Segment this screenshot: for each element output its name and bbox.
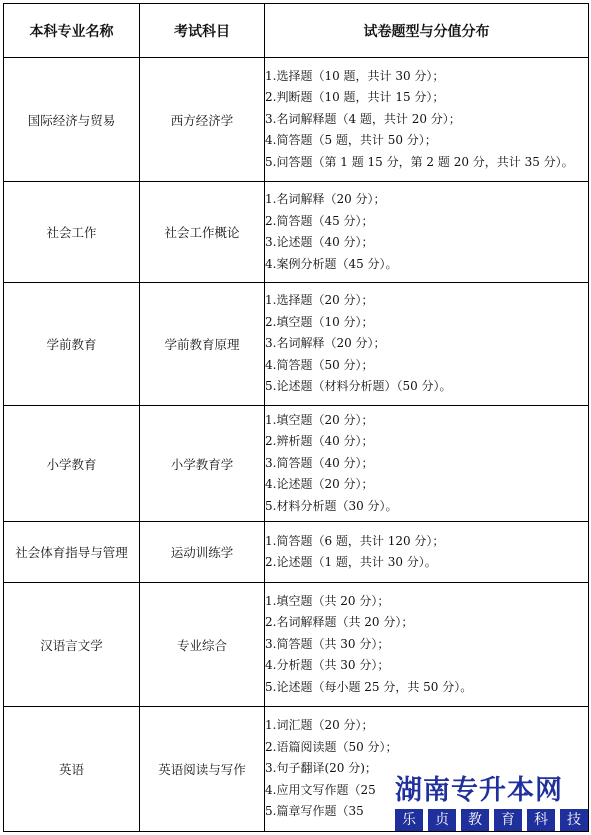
watermark-char: 贞 — [428, 809, 456, 831]
table-row — [4, 406, 589, 522]
table-row — [4, 58, 589, 182]
question-type-item: 1.名词解释（20 分）； — [265, 192, 386, 206]
question-type-item: 3.名词解释（20 分）； — [265, 336, 386, 351]
subject-cell: 社会工作概论 — [140, 182, 265, 283]
header-major: 本科专业名称 — [4, 4, 140, 58]
header-subject: 考试科目 — [140, 4, 265, 58]
question-type-item: 2.论述题（1 题，共计 30 分）。 — [265, 555, 437, 569]
distribution-cell — [265, 406, 589, 522]
question-type-item: 1.选择题（10 题，共计 30 分）； — [265, 68, 445, 83]
question-type-item: 3.简答题（40 分）； — [265, 455, 374, 470]
question-type-item: 3.句子翻译(20 分)； — [265, 761, 377, 776]
question-type-item: 5.问答题（第 1 题 15 分，第 2 题 20 分，共计 35 分）。 — [265, 154, 574, 169]
question-type-item: 2.判断题（10 题，共计 15 分）； — [265, 90, 445, 105]
question-type-item: 4.简答题（50 分）； — [265, 357, 374, 372]
question-type-item: 5.论述题（每小题 25 分，共 50 分）。 — [265, 679, 473, 694]
distribution-cell — [265, 522, 589, 583]
watermark-char: 科 — [527, 809, 555, 831]
table-row — [4, 182, 589, 283]
distribution-cell — [265, 58, 589, 182]
watermark-title: 湖南专升本网 — [395, 775, 563, 806]
question-type-item: 4.论述题（20 分）； — [265, 477, 374, 492]
subject-cell: 小学教育学 — [140, 406, 265, 522]
major-cell: 社会体育指导与管理 — [4, 522, 140, 583]
question-type-item: 2.辨析题（40 分）； — [265, 434, 374, 449]
question-type-item: 4.案例分析题（45 分）。 — [265, 256, 398, 271]
watermark-char: 技 — [560, 809, 588, 831]
question-type-item: 1.词汇题（20 分）； — [265, 718, 374, 733]
question-type-item: 5.论述题（材料分析题）（50 分）。 — [265, 379, 452, 394]
question-type-item: 5.材料分析题（30 分）。 — [265, 498, 398, 513]
subject-cell: 专业综合 — [140, 583, 265, 707]
subject-cell: 运动训练学 — [140, 522, 265, 583]
major-cell: 社会工作 — [4, 182, 140, 283]
watermark-char: 乐 — [395, 809, 423, 831]
question-type-item: 5.篇章写作题（35 — [265, 804, 364, 819]
header-distribution: 试卷题型与分值分布 — [265, 4, 589, 58]
subject-cell: 学前教育原理 — [140, 283, 265, 406]
watermark-char: 育 — [494, 809, 522, 831]
question-type-item: 1.填空题（共 20 分）； — [265, 593, 390, 608]
question-type-item: 2.简答题（45 分）； — [265, 213, 374, 228]
header-row — [4, 4, 589, 58]
major-cell: 学前教育 — [4, 283, 140, 406]
table-row — [4, 283, 589, 406]
question-type-item: 2.填空题（10 分）； — [265, 314, 374, 329]
question-type-item: 1.填空题（20 分）； — [265, 412, 374, 427]
table-row — [4, 522, 589, 583]
question-type-item: 4.应用文写作题（25 — [265, 782, 376, 797]
question-type-item: 1.简答题（6 题，共计 120 分）； — [265, 533, 445, 548]
major-cell: 英语 — [4, 707, 140, 832]
question-type-item: 3.简答题（共 30 分）； — [265, 636, 390, 651]
distribution-cell — [265, 583, 589, 707]
distribution-cell — [265, 182, 589, 283]
table-row — [4, 707, 589, 832]
subject-cell: 英语阅读与写作 — [140, 707, 265, 832]
distribution-cell — [265, 707, 589, 832]
question-type-item: 2.名词解释题（共 20 分）； — [265, 615, 414, 630]
distribution-cell — [265, 283, 589, 406]
question-type-item: 3.名词解释题（4 题，共计 20 分）； — [265, 111, 461, 126]
question-type-item: 2.语篇阅读题（50 分）； — [265, 739, 398, 754]
watermark-char: 教 — [461, 809, 489, 831]
exam-table — [3, 3, 589, 832]
question-type-item: 1.选择题（20 分）； — [265, 293, 374, 308]
major-cell: 小学教育 — [4, 406, 140, 522]
major-cell: 汉语言文学 — [4, 583, 140, 707]
subject-cell: 西方经济学 — [140, 58, 265, 182]
question-type-item: 4.分析题（共 30 分）； — [265, 658, 390, 673]
table-row — [4, 583, 589, 707]
question-type-item: 4.简答题（5 题，共计 50 分）； — [265, 133, 437, 148]
major-cell: 国际经济与贸易 — [4, 58, 140, 182]
question-type-item: 3.论述题（40 分）； — [265, 235, 374, 249]
